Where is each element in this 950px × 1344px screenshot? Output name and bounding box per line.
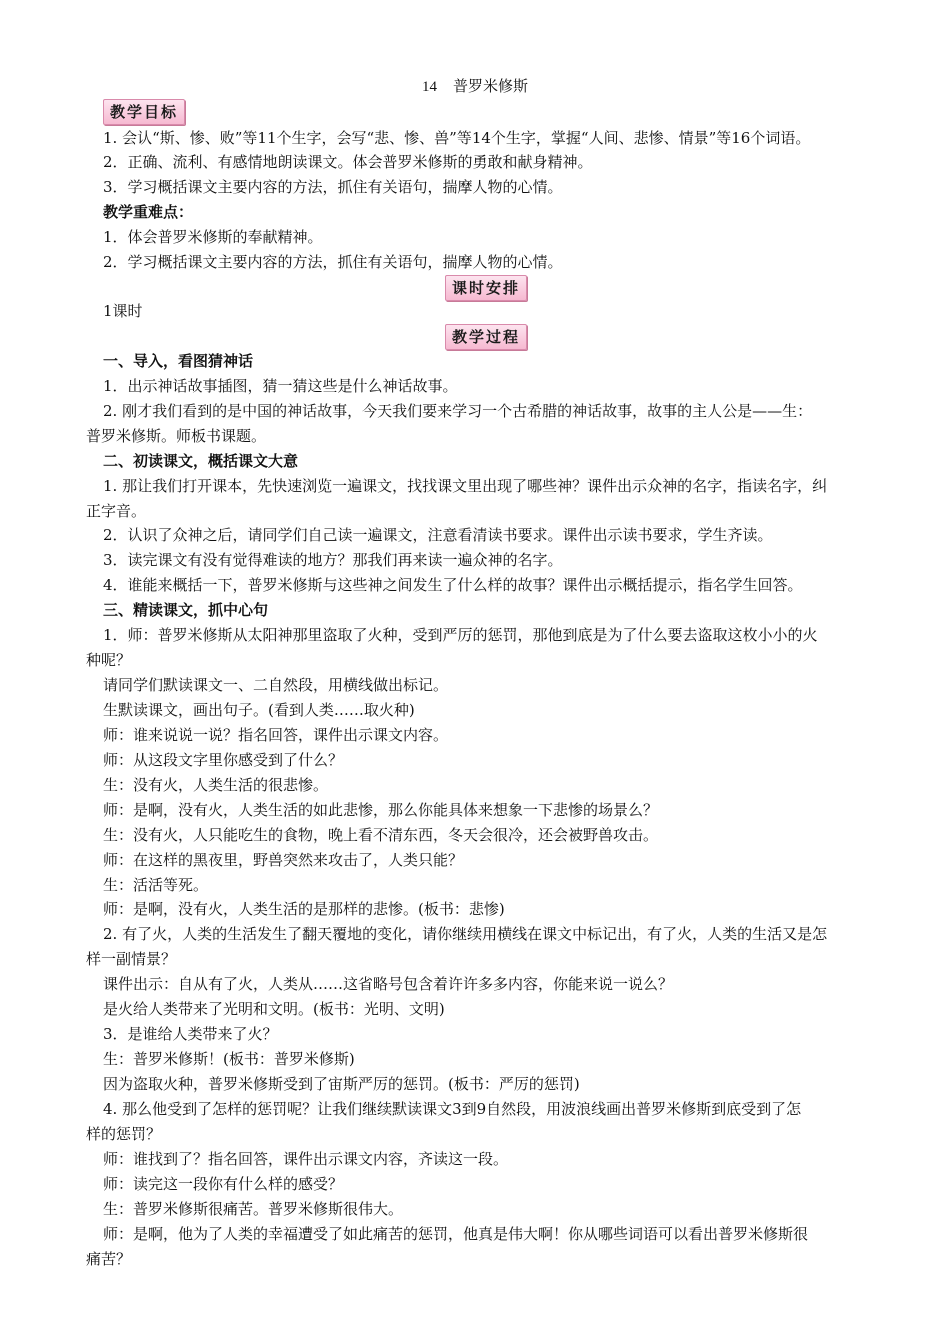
text-line: 生：普罗米修斯很痛苦。普罗米修斯很伟大。	[103, 1200, 404, 1218]
text-line: 2. 刚才我们看到的是中国的神话故事，今天我们要来学习一个古希腊的神话故事，故事的主人公是——生：	[103, 402, 813, 420]
section-heading: 三、精读课文，抓中心句	[103, 601, 269, 619]
text-line: 师：是啊，没有火，人类生活的如此悲惨，那么你能具体来想象一下悲惨的场景么？	[103, 801, 659, 819]
text-line: 2. 有了火，人类的生活发生了翻天覆地的变化，请你继续用横线在课文中标记出，有了火，人类的生活又是怎	[103, 925, 828, 943]
page-title	[0, 75, 950, 98]
text-line: 生：没有火，人类生活的很悲惨。	[103, 776, 329, 794]
text-line: 师：谁来说说一说？指名回答，课件出示课文内容。	[103, 726, 449, 744]
text-line: 2．学习概括课文主要内容的方法，抓住有关语句，揣摩人物的心情。	[103, 253, 563, 271]
lesson-title: 普罗米修斯	[452, 77, 528, 95]
badge-objectives: 教学目标	[103, 99, 185, 125]
text-line: 普罗米修斯。师板书课题。	[86, 427, 267, 445]
text-line: 师：谁找到了？指名回答，课件出示课文内容，齐读这一段。	[103, 1150, 509, 1168]
text-line: 是火给人类带来了光明和文明。(板书：光明、文明)	[103, 1000, 445, 1018]
text-line: 师：是啊，他为了人类的幸福遭受了如此痛苦的惩罚，他真是伟大啊！你从哪些词语可以看出普罗米修斯很	[103, 1225, 809, 1243]
text-line: 4. 那么他受到了怎样的惩罚呢？让我们继续默读课文3到9自然段，用波浪线画出普罗米修斯到底受到了怎	[103, 1100, 802, 1118]
text-line: 师：是啊，没有火，人类生活的是那样的悲惨。(板书：悲惨)	[103, 900, 505, 918]
section-heading: 一、导入，看图猜神话	[103, 352, 254, 370]
lesson-number: 14	[421, 79, 437, 95]
text-line: 3．学习概括课文主要内容的方法，抓住有关语句，揣摩人物的心情。	[103, 178, 563, 196]
text-line: 2．正确、流利、有感情地朗读课文。体会普罗米修斯的勇敢和献身精神。	[103, 153, 593, 171]
text-line: 痛苦？	[86, 1250, 132, 1268]
text-line: 样的惩罚？	[86, 1125, 162, 1143]
text-line: 正字音。	[86, 502, 147, 520]
text-line: 1. 那让我们打开课本，先快速浏览一遍课文，找找课文里出现了哪些神？课件出示众神的名字，指读名字，纠	[103, 477, 828, 495]
section-heading: 教学重难点：	[103, 203, 194, 221]
text-line: 2．认识了众神之后，请同学们自己读一遍课文，注意看清读书要求。课件出示读书要求，学生齐读。	[103, 526, 773, 544]
text-line: 师：从这段文字里你感受到了什么？	[103, 751, 344, 769]
text-line: 4．谁能来概括一下，普罗米修斯与这些神之间发生了什么样的故事？课件出示概括提示，指名学生回答。	[103, 576, 803, 594]
text-line: 1课时	[103, 302, 143, 320]
text-line: 1．师：普罗米修斯从太阳神那里盗取了火种，受到严厉的惩罚，那他到底是为了什么要去盗取这枚小小的火	[103, 626, 818, 644]
text-line: 种呢？	[86, 651, 132, 669]
text-line: 师：读完这一段你有什么样的感受？	[103, 1175, 344, 1193]
badge-process: 教学过程	[445, 324, 527, 350]
text-line: 因为盗取火种，普罗米修斯受到了宙斯严厉的惩罚。(板书：严厉的惩罚)	[103, 1075, 580, 1093]
text-line: 1．出示神话故事插图，猜一猜这些是什么神话故事。	[103, 377, 458, 395]
badge-schedule: 课时安排	[445, 275, 527, 301]
text-line: 3．读完课文有没有觉得难读的地方？那我们再来读一遍众神的名字。	[103, 551, 563, 569]
section-heading: 二、初读课文，概括课文大意	[103, 452, 299, 470]
text-line: 3．是谁给人类带来了火？	[103, 1025, 278, 1043]
text-line: 课件出示：自从有了火，人类从……这省略号包含着许许多多内容，你能来说一说么？	[103, 975, 674, 993]
text-line: 生：没有火，人只能吃生的食物，晚上看不清东西，冬天会很冷，还会被野兽攻击。	[103, 826, 659, 844]
text-line: 生默读课文，画出句子。(看到人类……取火种)	[103, 701, 415, 719]
text-line: 请同学们默读课文一、二自然段，用横线做出标记。	[103, 676, 449, 694]
text-line: 师：在这样的黑夜里，野兽突然来攻击了，人类只能？	[103, 851, 464, 869]
text-line: 生：普罗米修斯！(板书：普罗米修斯)	[103, 1050, 355, 1068]
text-line: 1. 会认“斯、惨、败”等11个生字，会写“悲、惨、兽”等14个生字，掌握“人间、悲惨、情景”等16个词语。	[103, 129, 811, 147]
text-line: 样一副情景？	[86, 950, 177, 968]
text-line: 1．体会普罗米修斯的奉献精神。	[103, 228, 323, 246]
text-line: 生：活活等死。	[103, 876, 209, 894]
